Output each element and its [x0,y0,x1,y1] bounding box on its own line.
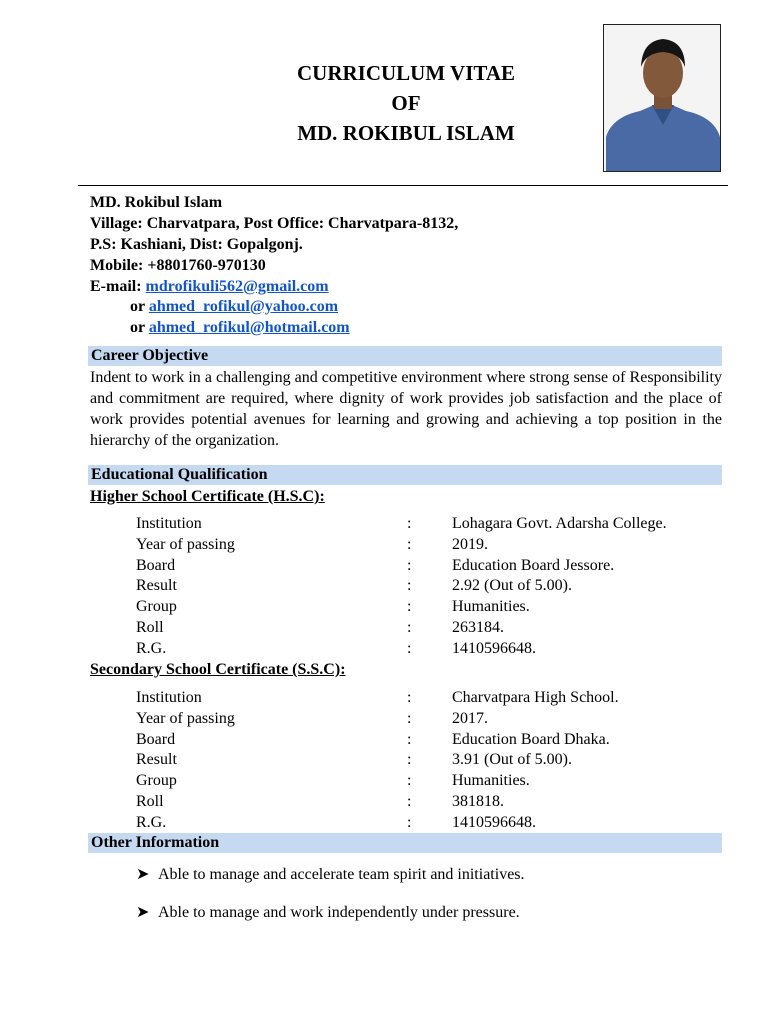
row-colon: : [407,556,412,574]
row-label: Board [136,730,176,748]
row-colon: : [407,535,412,553]
row-label: R.G. [136,639,167,657]
row-colon: : [407,639,412,657]
cv-title: CURRICULUM VITAE [297,61,515,85]
row-colon: : [407,813,412,831]
section-other-information: Other Information [88,833,722,853]
table-row [136,687,696,708]
row-colon: : [407,772,412,790]
row-value: 2.92 (Out of 5.00). [452,577,572,595]
contact-address-line2: P.S: Kashiani, Dist: Gopalgonj. [90,236,303,253]
arrow-bullet-icon: ➤ [136,866,150,883]
table-row [136,729,696,750]
email-link-yahoo[interactable]: ahmed_rofikul@yahoo.com [148,298,339,315]
email-link-gmail[interactable]: mdrofikuli562@gmail.com [145,278,329,295]
or-label: or [130,298,145,315]
row-value: Humanities. [452,598,530,616]
hsc-title: Higher School Certificate (H.S.C): [90,488,325,505]
arrow-bullet-icon: ➤ [136,904,150,921]
cv-title-of: OF [391,91,421,115]
table-row [136,770,696,791]
table-row [136,513,696,534]
contact-email-alt1 [130,297,338,317]
row-colon: : [407,515,412,532]
list-item: ➤ Able to manage and work independently under pressure. [136,904,520,921]
table-row [136,749,696,770]
or-label: or [130,319,145,336]
table-row [136,708,696,729]
row-label: Result [136,751,177,769]
table-row [136,617,696,638]
row-value: 381818. [452,793,504,810]
row-value: 3.91 (Out of 5.00). [452,751,572,769]
person-photo-icon [604,25,721,172]
section-career-objective: Career Objective [88,346,722,366]
career-objective-text: Indent to work in a challenging and competitive environment where strong sense of Responsibility and commitment are required, where dignity of work provides job satisfaction and the place of work provides potential avenues for learning and growing and achieving a top position in the hierarchy of the organization. [90,369,722,449]
row-label: Result [136,577,177,595]
row-colon: : [407,751,412,769]
table-row [136,812,696,833]
contact-email-alt2 [130,318,350,338]
contact-mobile: Mobile: +8801760-970130 [90,257,266,274]
row-label: Roll [136,793,164,810]
email-link-hotmail[interactable]: ahmed_rofikul@hotmail.com [148,319,350,336]
table-row [136,638,696,659]
table-row [136,791,696,812]
row-value: 1410596648. [452,813,536,831]
row-value: Lohagara Govt. Adarsha College. [452,515,667,532]
table-row [136,534,696,555]
row-label: Institution [136,689,202,706]
row-label: Institution [136,515,202,532]
header-divider [78,185,728,186]
list-item: ➤ Able to manage and accelerate team spirit and initiatives. [136,866,525,883]
table-row [136,575,696,596]
cv-name-title: MD. ROKIBUL ISLAM [297,121,515,145]
row-colon: : [407,689,412,706]
row-label: Group [136,598,177,616]
ssc-title: Secondary School Certificate (S.S.C): [90,661,346,678]
row-value: 1410596648. [452,639,536,657]
row-value: 263184. [452,619,504,636]
email-label: E-mail: [90,278,142,295]
table-row [136,555,696,576]
row-colon: : [407,598,412,616]
contact-name: MD. Rokibul Islam [90,194,223,211]
row-label: R.G. [136,813,167,831]
row-colon: : [407,709,412,727]
row-label: Roll [136,619,164,636]
row-value: 2019. [452,535,488,553]
contact-address-line1: Village: Charvatpara, Post Office: Charvatpara-8132, [90,215,459,232]
row-value: Charvatpara High School. [452,689,619,706]
row-colon: : [407,793,412,810]
row-label: Year of passing [136,709,235,727]
table-row [136,596,696,617]
section-educational-qualification: Educational Qualification [88,465,722,485]
row-value: Humanities. [452,772,530,790]
row-value: 2017. [452,709,488,727]
row-value: Education Board Jessore. [452,556,615,574]
row-colon: : [407,730,412,748]
row-label: Year of passing [136,535,235,553]
row-value: Education Board Dhaka. [452,730,610,748]
row-label: Board [136,556,176,574]
row-label: Group [136,772,177,790]
row-colon: : [407,619,412,636]
row-colon: : [407,577,412,595]
profile-photo [603,24,721,172]
contact-email-row [90,277,329,297]
